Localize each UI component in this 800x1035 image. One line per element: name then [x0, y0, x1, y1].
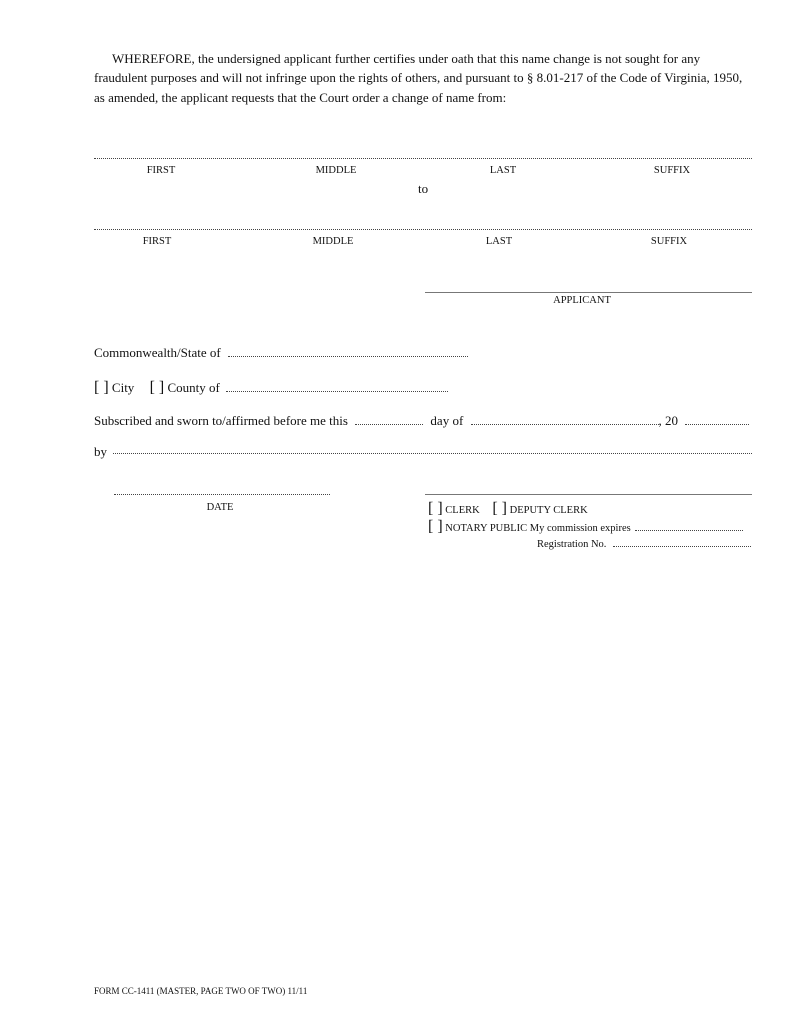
day-field[interactable]	[355, 414, 423, 425]
clerk-row	[428, 500, 588, 518]
to-name-field[interactable]	[94, 229, 752, 230]
from-last-label: LAST	[489, 165, 517, 176]
applicant-label: APPLICANT	[553, 295, 611, 306]
city-county-row	[94, 378, 448, 398]
from-name-field[interactable]	[94, 158, 752, 159]
officer-signature-line[interactable]	[425, 494, 752, 495]
from-suffix-label: SUFFIX	[653, 165, 691, 176]
deputy-clerk-label: DEPUTY CLERK	[509, 505, 588, 516]
clerk-label: CLERK	[445, 505, 480, 516]
from-middle-label: MIDDLE	[315, 165, 357, 176]
notary-row	[428, 518, 743, 536]
to-label: to	[418, 181, 429, 196]
registration-field[interactable]	[613, 538, 751, 547]
registration-row	[537, 538, 751, 550]
date-label: DATE	[206, 502, 234, 513]
county-checkbox[interactable]: [ ]	[149, 379, 165, 396]
from-first-label: FIRST	[146, 165, 176, 176]
city-county-field[interactable]	[226, 381, 448, 392]
day-of-label: day of	[430, 413, 464, 428]
subscribed-row	[94, 411, 749, 431]
subscribed-label: Subscribed and sworn to/affirmed before me this	[94, 413, 348, 428]
applicant-signature-line[interactable]	[425, 292, 752, 293]
registration-label: Registration No.	[537, 539, 607, 550]
paragraph-line-1: WHEREFORE, the undersigned applicant further certifies under oath that this name change is not sought for any	[112, 51, 701, 66]
county-label: County of	[167, 380, 220, 395]
to-first-label: FIRST	[142, 236, 172, 247]
deputy-clerk-checkbox[interactable]: [ ]	[492, 500, 507, 517]
notary-checkbox[interactable]: [ ]	[428, 518, 443, 535]
year-field[interactable]	[685, 414, 749, 425]
by-label: by	[94, 444, 107, 459]
clerk-checkbox[interactable]: [ ]	[428, 500, 443, 517]
month-field[interactable]	[471, 414, 659, 425]
date-field[interactable]	[114, 494, 330, 495]
city-checkbox[interactable]: [ ]	[94, 379, 109, 396]
paragraph-line-3: as amended, the applicant requests that the Court order a change of name from:	[94, 90, 507, 105]
commonwealth-field[interactable]	[228, 346, 468, 357]
to-last-label: LAST	[485, 236, 513, 247]
notary-label: NOTARY PUBLIC My commission expires	[445, 523, 631, 534]
city-label: City	[111, 380, 135, 395]
to-middle-label: MIDDLE	[312, 236, 354, 247]
form-footer: FORM CC-1411 (MASTER, PAGE TWO OF TWO) 11/11	[94, 986, 308, 996]
to-suffix-label: SUFFIX	[650, 236, 688, 247]
commonwealth-label: Commonwealth/State of	[94, 345, 221, 360]
by-field[interactable]	[113, 453, 752, 454]
commission-expires-field[interactable]	[635, 522, 743, 531]
year-prefix: , 20	[658, 413, 679, 428]
commonwealth-row	[94, 343, 468, 363]
paragraph-line-2: fraudulent purposes and will not infringe upon the rights of others, and pursuant to § 8.01-217 of the Code of Virginia, 1950,	[94, 70, 743, 85]
